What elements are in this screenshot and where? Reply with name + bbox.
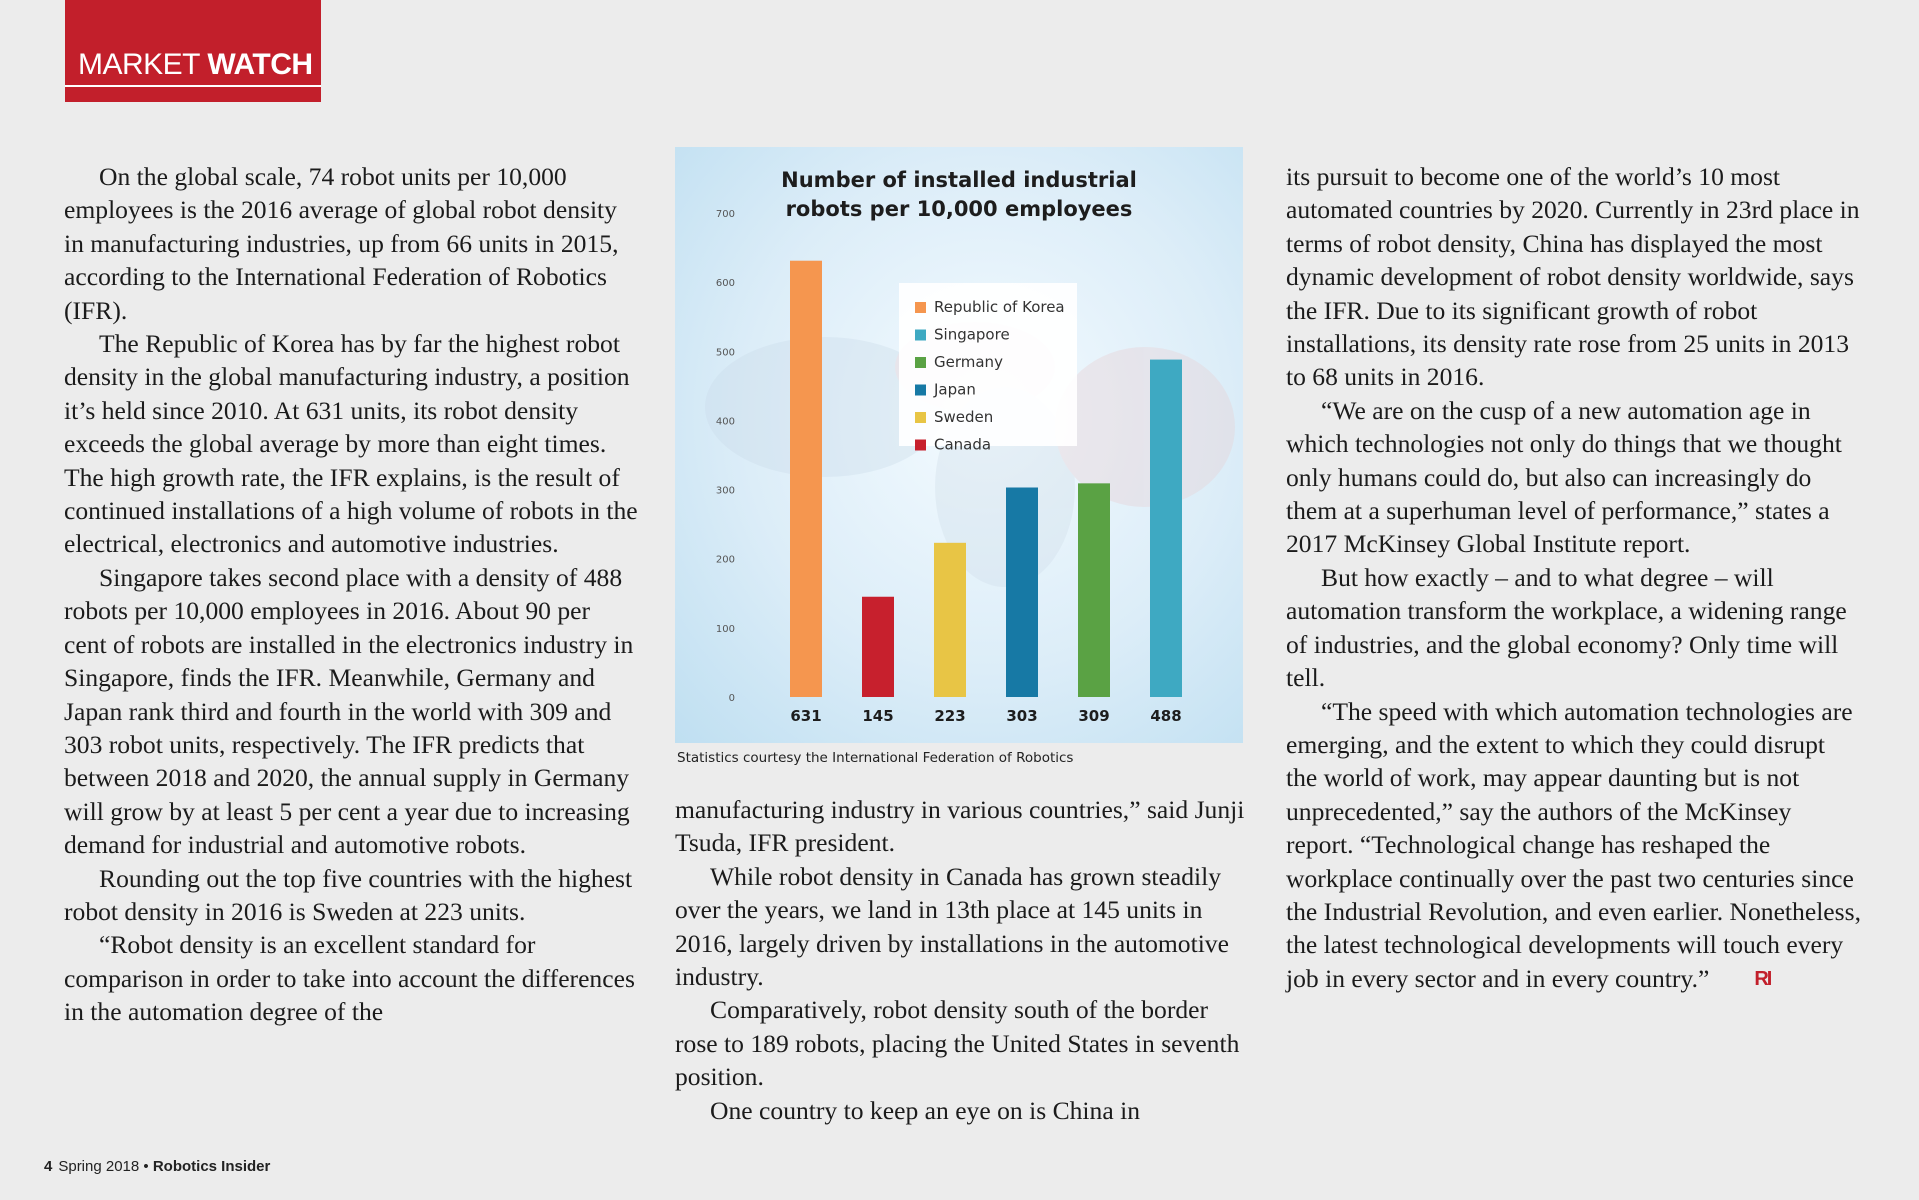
- paragraph-final: [1286, 695, 1861, 997]
- paragraph: While robot density in Canada has grown steadily over the years, we land in 13th place at 145 units in 2016, largely driven by installations in the automotive industry.: [675, 861, 1229, 992]
- bar-value-label: 303: [1006, 707, 1038, 725]
- paragraph: its pursuit to become one of the world’s 10 most automated countries by 2020. Currently in 23rd place in terms of robot density, China has displayed the most dynamic development of robot density worldwide, says the IFR. Due to its significant growth of robot installations, its density rate rose from 25 units in 2013 to 68 units in 2016.: [1286, 162, 1860, 392]
- bar-chart: [675, 147, 1243, 743]
- magazine-name: Robotics Insider: [152, 1158, 271, 1175]
- legend-swatch: [915, 385, 926, 396]
- bar-value-labels: [790, 707, 1181, 725]
- bar-republic-of-korea: [790, 261, 822, 697]
- paragraph: “Robot density is an excellent standard for comparison in order to take into account the differences in the automation degree of the: [64, 930, 635, 1027]
- bar-canada: [862, 597, 894, 697]
- bar-value-label: 309: [1078, 707, 1110, 725]
- final-paragraph-text: “The speed with which automation technologies are emerging, and the extent to which they could disrupt the world of work, may appear daunting but is not unprecedented,” say the authors of the McKinsey report. “Technological change has reshaped the workplace continually over the past two centuries since the Industrial Revolution, and even earlier. Nonetheless, the latest technological developments will touch every job in every sector and in every country.”: [1286, 696, 1861, 993]
- paragraph: Comparatively, robot density south of the border rose to 189 robots, placing the United States in seventh position.: [675, 995, 1240, 1092]
- legend-label: Republic of Korea: [934, 298, 1065, 316]
- chart-legend: [899, 283, 1077, 454]
- issue-label: Spring 2018 •: [58, 1158, 149, 1175]
- chart-caption: Statistics courtesy the International Federation of Robotics: [677, 750, 1074, 766]
- y-tick-label: 100: [715, 623, 735, 635]
- bar-value-label: 223: [934, 707, 966, 725]
- bar-value-label: 488: [1150, 707, 1182, 725]
- article-column-2: [675, 793, 1250, 1127]
- chart-svg: [675, 147, 1243, 743]
- legend-label: Germany: [934, 353, 1003, 371]
- page-footer: [44, 1158, 270, 1175]
- paragraph: On the global scale, 74 robot units per 10,000 employees is the 2016 average of global robot density in manufacturing industries, up from 66 units in 2015, according to the International Federation of Robotics (IFR).: [64, 162, 619, 325]
- banner-rule: [65, 85, 321, 87]
- end-mark-logo: RI: [1754, 967, 1771, 990]
- y-tick-label: 500: [715, 347, 735, 359]
- page-number: 4: [44, 1158, 53, 1175]
- paragraph: Rounding out the top five countries with the highest robot density in 2016 is Sweden at 223 units.: [64, 863, 633, 926]
- bar-germany: [1078, 483, 1110, 697]
- legend-swatch: [915, 357, 926, 368]
- paragraph: But how exactly – and to what degree – will automation transform the workplace, a widening range of industries, and the global economy? Only time will tell.: [1286, 562, 1847, 693]
- legend-label: Japan: [934, 380, 976, 399]
- section-title: [78, 48, 313, 82]
- chart-title-line-2: robots per 10,000 employees: [785, 197, 1133, 221]
- paragraph: manufacturing industry in various countries,” said Junji Tsuda, IFR president.: [675, 795, 1245, 858]
- chart-title-line-1: Number of installed industrial: [781, 168, 1137, 192]
- y-tick-label: 400: [715, 416, 735, 428]
- bar-japan: [1006, 487, 1038, 697]
- bar-value-label: 631: [790, 707, 822, 725]
- bar-value-label: 145: [862, 707, 894, 725]
- bar-sweden: [934, 543, 966, 697]
- legend-label: Canada: [934, 435, 992, 454]
- y-axis-ticks: [716, 209, 735, 704]
- legend-label: Sweden: [934, 408, 994, 426]
- article-column-1: [64, 160, 639, 1029]
- legend-swatch: [915, 302, 926, 313]
- paragraph: Singapore takes second place with a density of 488 robots per 10,000 employees in 2016. About 90 per cent of robots are installed in the electronics industry in Singapore, finds the IFR. Meanwhile, Germany and Japan rank third and fourth in the world with 309 and 303 robot units, respectively. The IFR predicts that between 2018 and 2020, the annual supply in Germany will grow by at least 5 per cent a year due to increasing demand for industrial and automotive robots.: [64, 562, 634, 860]
- paragraph: “We are on the cusp of a new automation age in which technologies not only do things that we thought only humans could do, but also can increasingly do them at a superhuman level of performance,” states a 2017 McKinsey Global Institute report.: [1286, 395, 1842, 559]
- article-column-3: [1286, 160, 1861, 996]
- legend-label: Singapore: [934, 325, 1010, 344]
- paragraph: The Republic of Korea has by far the highest robot density in the global manufacturing industry, a position it’s held since 2010. At 631 units, its robot density exceeds the global average by more than eight times. The high growth rate, the IFR explains, is the result of continued installations of a high volume of robots in the electrical, electronics and automotive industries.: [64, 329, 638, 559]
- section-title-bold: WATCH: [207, 48, 313, 81]
- bar-singapore: [1150, 360, 1182, 697]
- y-tick-label: 300: [715, 485, 735, 497]
- legend-swatch: [915, 412, 926, 423]
- y-tick-label: 200: [715, 554, 735, 566]
- legend-swatch: [915, 330, 926, 341]
- y-tick-label: 700: [715, 209, 735, 220]
- y-tick-label: 0: [728, 693, 735, 704]
- section-title-light: MARKET: [78, 48, 200, 81]
- paragraph: One country to keep an eye on is China in: [710, 1095, 1141, 1125]
- y-tick-label: 600: [715, 278, 735, 290]
- section-banner: [65, 0, 321, 102]
- legend-swatch: [915, 440, 926, 451]
